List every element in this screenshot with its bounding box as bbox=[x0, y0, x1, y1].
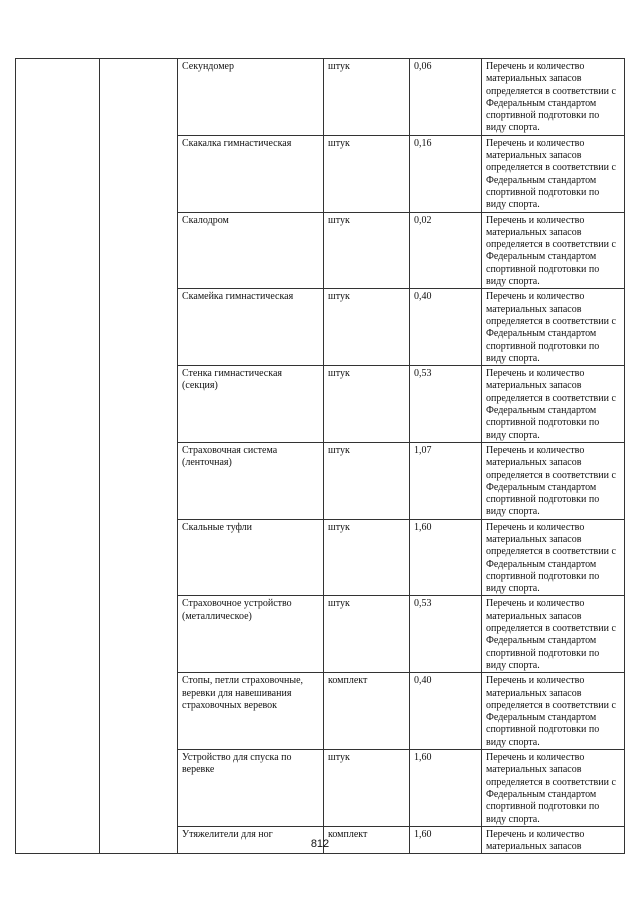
item-quantity: 0,53 bbox=[410, 366, 482, 443]
item-name: Страховочная система (ленточная) bbox=[178, 442, 324, 519]
item-note: Перечень и количество материальных запасов bbox=[482, 826, 625, 854]
item-name: Скальные туфли bbox=[178, 519, 324, 596]
item-unit: комплект bbox=[324, 673, 410, 750]
item-unit: штук bbox=[324, 596, 410, 673]
item-unit: штук bbox=[324, 750, 410, 827]
item-note: Перечень и количество материальных запасов определяется в соответствии с Федеральным стандартом спортивной подготовки по виду спорта. bbox=[482, 366, 625, 443]
item-note: Перечень и количество материальных запасов определяется в соответствии с Федеральным стандартом спортивной подготовки по виду спорта. bbox=[482, 673, 625, 750]
item-name: Стенка гимнастическая (секция) bbox=[178, 366, 324, 443]
item-quantity: 1,60 bbox=[410, 750, 482, 827]
item-name: Утяжелители для ног bbox=[178, 826, 324, 854]
item-quantity: 0,40 bbox=[410, 289, 482, 366]
item-name: Стопы, петли страховочные, веревки для навешивания страховочных веревок bbox=[178, 673, 324, 750]
item-note: Перечень и количество материальных запасов определяется в соответствии с Федеральным стандартом спортивной подготовки по виду спорта. bbox=[482, 596, 625, 673]
item-name: Устройство для спуска по веревке bbox=[178, 750, 324, 827]
merged-cell-left bbox=[16, 59, 100, 854]
item-unit: штук bbox=[324, 135, 410, 212]
item-note: Перечень и количество материальных запасов определяется в соответствии с Федеральным стандартом спортивной подготовки по виду спорта. bbox=[482, 750, 625, 827]
item-name: Скамейка гимнастическая bbox=[178, 289, 324, 366]
item-quantity: 1,60 bbox=[410, 519, 482, 596]
item-quantity: 1,60 bbox=[410, 826, 482, 854]
item-name: Скакалка гимнастическая bbox=[178, 135, 324, 212]
item-name: Скалодром bbox=[178, 212, 324, 289]
item-note: Перечень и количество материальных запасов определяется в соответствии с Федеральным стандартом спортивной подготовки по виду спорта. bbox=[482, 289, 625, 366]
item-quantity: 0,40 bbox=[410, 673, 482, 750]
item-note: Перечень и количество материальных запасов определяется в соответствии с Федеральным стандартом спортивной подготовки по виду спорта. bbox=[482, 59, 625, 136]
item-quantity: 0,06 bbox=[410, 59, 482, 136]
equipment-table bbox=[15, 58, 625, 854]
item-unit: штук bbox=[324, 442, 410, 519]
item-unit: штук bbox=[324, 519, 410, 596]
item-unit: штук bbox=[324, 289, 410, 366]
page-number: 812 bbox=[310, 838, 330, 850]
item-note: Перечень и количество материальных запасов определяется в соответствии с Федеральным стандартом спортивной подготовки по виду спорта. bbox=[482, 519, 625, 596]
item-note: Перечень и количество материальных запасов определяется в соответствии с Федеральным стандартом спортивной подготовки по виду спорта. bbox=[482, 442, 625, 519]
item-quantity: 0,53 bbox=[410, 596, 482, 673]
item-quantity: 1,07 bbox=[410, 442, 482, 519]
item-name: Страховочное устройство (металлическое) bbox=[178, 596, 324, 673]
item-unit: штук bbox=[324, 212, 410, 289]
item-note: Перечень и количество материальных запасов определяется в соответствии с Федеральным стандартом спортивной подготовки по виду спорта. bbox=[482, 212, 625, 289]
item-unit: штук bbox=[324, 366, 410, 443]
item-unit: штук bbox=[324, 59, 410, 136]
merged-cell-second bbox=[100, 59, 178, 854]
equipment-table-body bbox=[16, 59, 625, 854]
item-note: Перечень и количество материальных запасов определяется в соответствии с Федеральным стандартом спортивной подготовки по виду спорта. bbox=[482, 135, 625, 212]
item-quantity: 0,02 bbox=[410, 212, 482, 289]
item-unit: комплект bbox=[324, 826, 410, 854]
item-name: Секундомер bbox=[178, 59, 324, 136]
item-quantity: 0,16 bbox=[410, 135, 482, 212]
table-row bbox=[16, 59, 625, 136]
